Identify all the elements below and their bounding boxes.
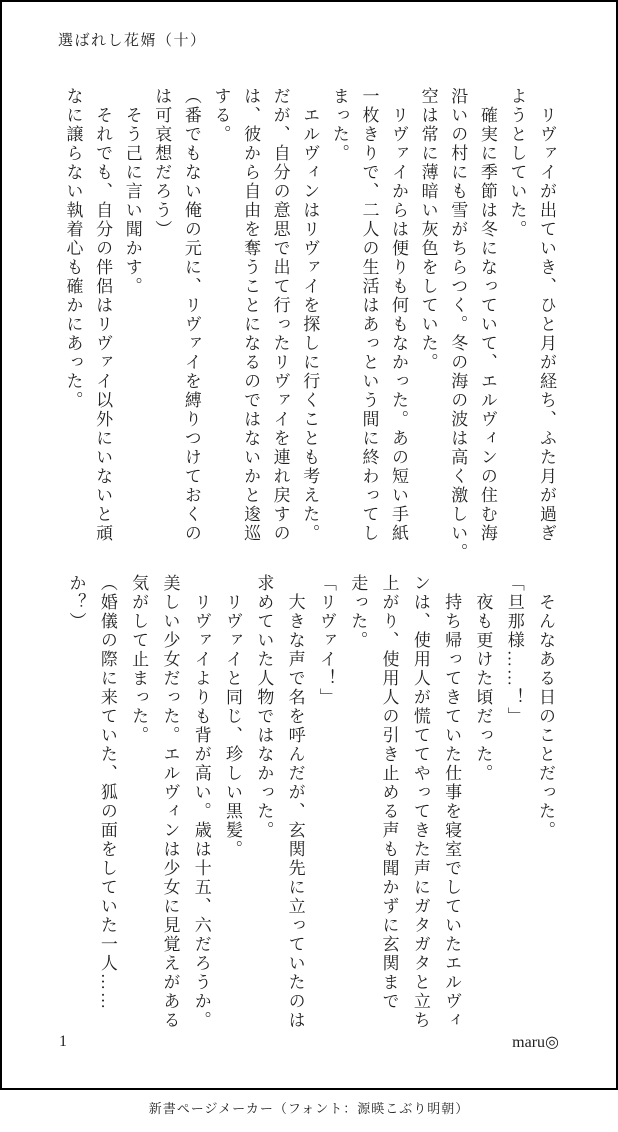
author-credit: maru◎ (512, 1034, 559, 1051)
page-title: 選ばれし花婿（十） (58, 33, 207, 49)
text-line: か？） (66, 574, 86, 631)
text-line: そう己に言い聞かす。 (122, 87, 142, 296)
text-line: まった。 (329, 87, 349, 163)
text-block-lower (60, 574, 561, 1042)
text-line: ようとしていた。 (507, 87, 527, 239)
text-line: なに譲らない執着心も確かにあった。 (63, 87, 83, 410)
text-line: 上がり、使用人の引き止める声も聞かずに玄関まで (379, 574, 399, 1011)
text-line: エルヴィンはリヴァイを探しに行くことも考えた。 (300, 87, 320, 543)
text-line: ンは、使用人が慌ててやってきた声にガタガタと立ち (410, 574, 430, 1030)
text-line: 大きな声で名を呼んだが、玄関先に立っていたのは (285, 574, 305, 1030)
text-line: リヴァイと同じ、珍しい黒髪。 (223, 574, 243, 859)
text-line: だが、自分の意思で出て行ったリヴァイを連れ戻すの (270, 87, 290, 543)
text-line: は可哀想だろう） (152, 87, 172, 239)
text-line: リヴァイからは便りも何もなかった。あの短い手紙 (389, 87, 409, 543)
text-line: それでも、自分の伴侶はリヴァイ以外にいないと頑 (93, 87, 113, 543)
text-line: 確実に季節は冬になっていて、エルヴィンの住む海 (477, 87, 497, 543)
page-footer (59, 1032, 559, 1052)
text-line: 「リヴァイ！」 (316, 574, 336, 707)
text-line: 一枚きりで、二人の生活はあっという間に終わってし (359, 87, 379, 543)
generator-credit: 新書ページメーカー（フォント：源暎こぶり明朝） (148, 1101, 470, 1116)
page-number: 1 (59, 1033, 67, 1050)
text-line: リヴァイが出ていき、ひと月が経ち、ふた月が過ぎ (537, 87, 556, 543)
text-line: 空は常に薄暗い灰色をしていた。 (418, 87, 438, 372)
text-line: そんなある日のことだった。 (536, 574, 555, 840)
text-line: （番でもない俺の元に、リヴァイを縛りつけておくの (181, 87, 201, 543)
text-line: 求めていた人物ではなかった。 (254, 574, 274, 840)
text-line: 沿いの村にも雪がちらつく。冬の海の波は高く激しい。 (448, 87, 468, 562)
text-line: 夜も更けた頃だった。 (473, 574, 493, 783)
text-block-upper (58, 87, 561, 562)
text-line: 「旦那様……！」 (504, 574, 524, 726)
text-line: （婚儀の際に来ていた、狐の面をしていた一人…… (97, 574, 117, 1011)
text-line: 走った。 (348, 574, 368, 650)
text-line: 持ち帰ってきていた仕事を寝室でしていたエルヴィ (442, 574, 462, 1030)
text-line: リヴァイよりも背が高い。歳は十五、六だろうか。 (191, 574, 211, 1030)
text-line: 美しい少女だった。エルヴィンは少女に見覚えがある (160, 574, 180, 1030)
text-line: 気がして止まった。 (129, 574, 149, 745)
text-line: は、彼から自由を奪うことになるのではないかと逡巡 (241, 87, 261, 543)
text-line: する。 (211, 87, 231, 144)
